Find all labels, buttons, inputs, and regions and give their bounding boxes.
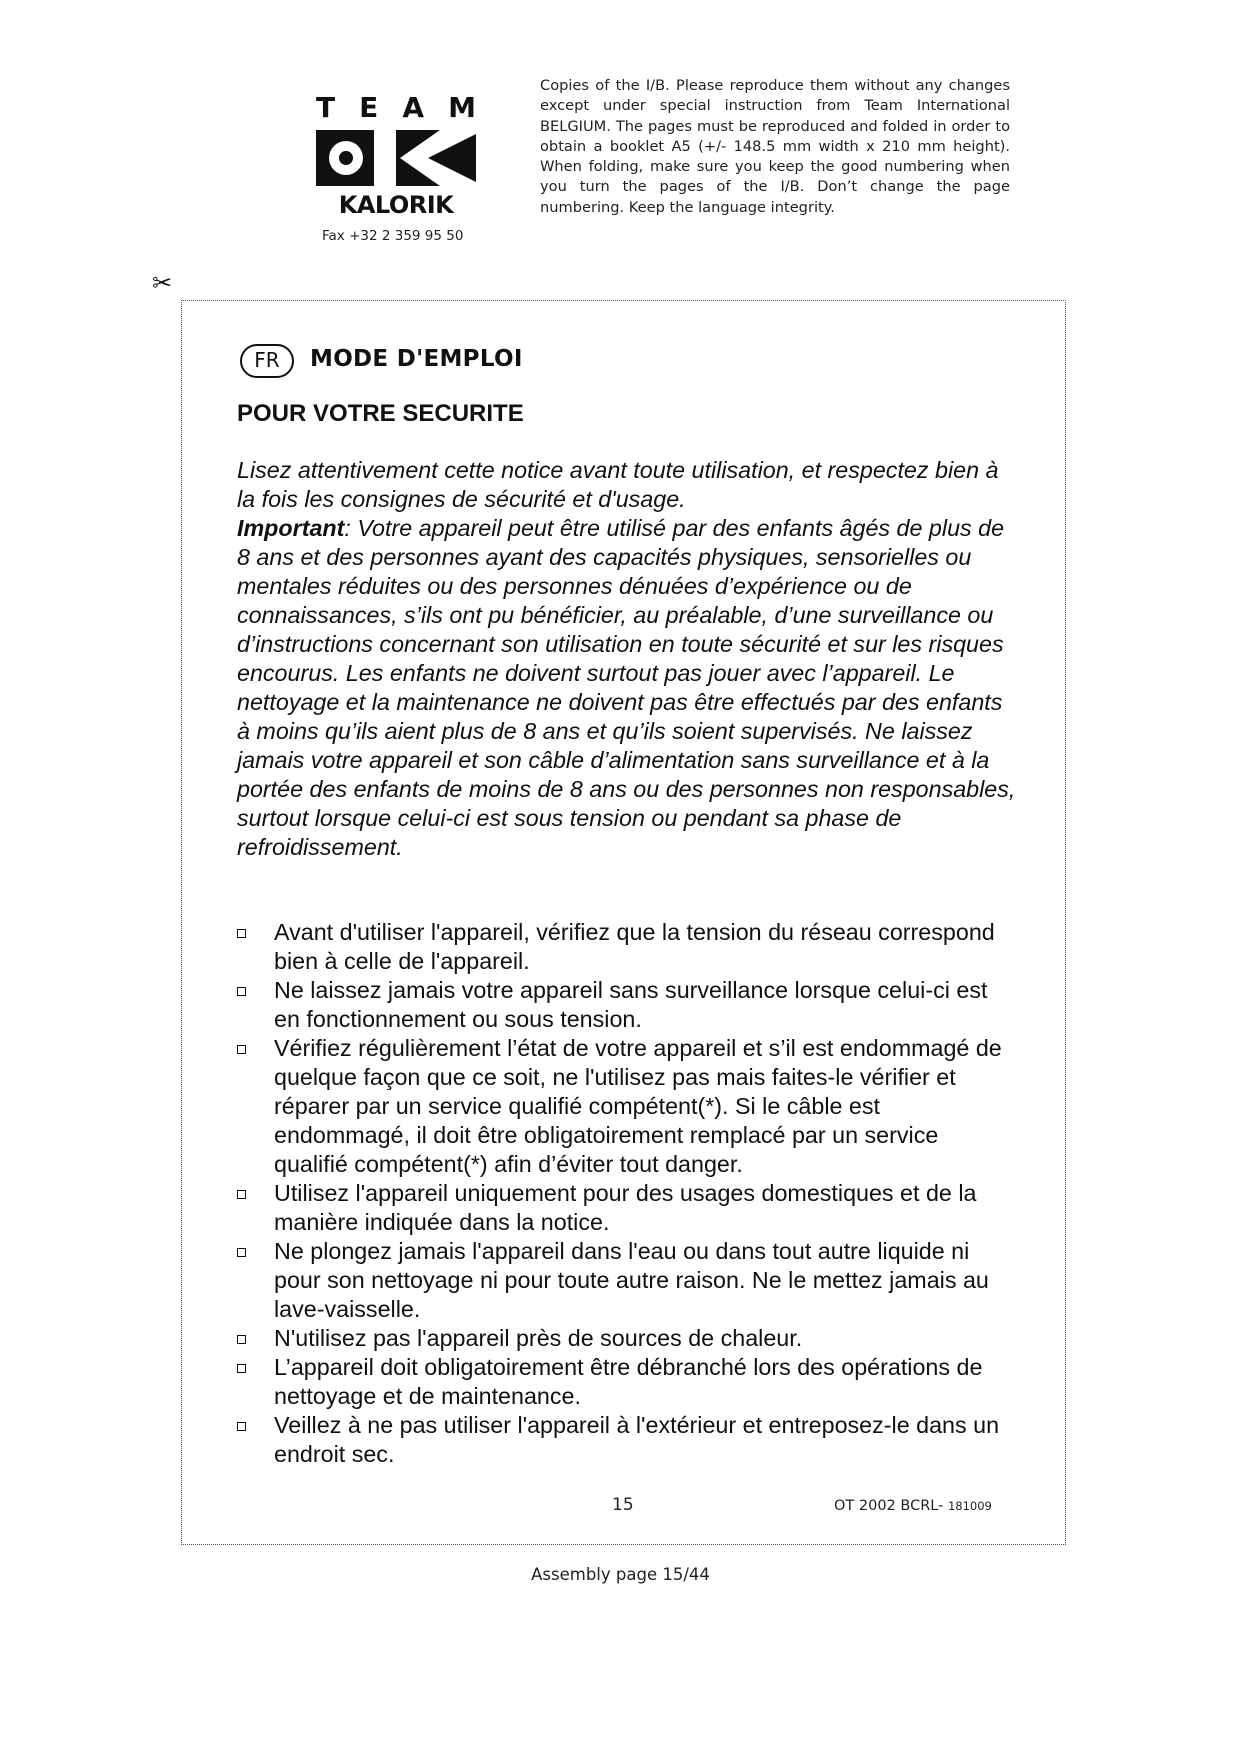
logo-brand-text: KALORIK	[338, 191, 454, 219]
checkbox-bullet-icon	[237, 1422, 246, 1431]
list-item: L’appareil doit obligatoirement être débranché lors des opérations de nettoyage et de maintenance.	[237, 1353, 1017, 1411]
list-item: N'utilisez pas l'appareil près de sources de chaleur.	[237, 1324, 1017, 1353]
list-item: Vérifiez régulièrement l’état de votre appareil et s’il est endommagé de quelque façon que ce soit, ne l'utilisez pas mais faites-le vérifier et réparer par un service qualifié compétent(*). Si le câble est endommagé, il doit être obligatoirement remplacé par un service qualifié compétent(*) afin d’éviter tout danger.	[237, 1034, 1017, 1179]
safety-intro	[237, 456, 1017, 862]
list-item: Veillez à ne pas utiliser l'appareil à l'extérieur et entreposez-le dans un endroit sec.	[237, 1411, 1017, 1469]
checkbox-bullet-icon	[237, 1248, 246, 1257]
intro-paragraph: Lisez attentivement cette notice avant toute utilisation, et respectez bien à la fois les consignes de sécurité et d'usage.	[237, 457, 999, 512]
checkbox-bullet-icon	[237, 929, 246, 938]
checkbox-bullet-icon	[237, 987, 246, 996]
list-item: Utilisez l'appareil uniquement pour des usages domestiques et de la manière indiquée dans la notice.	[237, 1179, 1017, 1237]
document-reference: OT 2002 BCRL- 181009	[834, 1498, 992, 1514]
document-date: 181009	[947, 1499, 992, 1513]
important-label: Important	[237, 515, 345, 541]
logo-team-text: T E A M	[316, 91, 476, 124]
fax-number: Fax +32 2 359 95 50	[322, 228, 464, 244]
kalorik-emblem-icon	[316, 130, 476, 186]
assembly-page: Assembly page 15/44	[531, 1565, 710, 1584]
checkbox-bullet-icon	[237, 1364, 246, 1373]
checkbox-bullet-icon	[237, 1045, 246, 1054]
list-item: Avant d'utiliser l'appareil, vérifiez que la tension du réseau correspond bien à celle de l'appareil.	[237, 918, 1017, 976]
team-kalorik-logo	[316, 91, 476, 219]
page-number: 15	[612, 1495, 634, 1515]
language-badge: FR	[240, 344, 294, 378]
important-text: : Votre appareil peut être utilisé par des enfants âgés de plus de 8 ans et des personnes ayant des capacités physiques, sensorielles ou mentales réduites ou des personnes dénuées d’expérience ou de connaissances, s’ils ont pu bénéficier, au préalable, d’une surveillance ou d’instructions concernant son utilisation en toute sécurité et sur les risques encourus. Les enfants ne doivent surtout pas jouer avec l’appareil. Le nettoyage et la maintenance ne doivent pas être effectués par des enfants à moins qu’ils aient plus de 8 ans et qu’ils soient supervisés. Ne laissez jamais votre appareil et son câble d’alimentation sans surveillance et à la portée des enfants de moins de 8 ans ou des personnes non responsables, surtout lorsque celui-ci est sous tension ou pendant sa phase de refroidissement.	[237, 515, 1016, 860]
checkbox-bullet-icon	[237, 1190, 246, 1199]
reproduction-note: Copies of the I/B. Please reproduce them without any changes except under special instruction from Team International BELGIUM. The pages must be reproduced and folded in order to obtain a booklet A5 (+/- 148.5 mm width x 210 mm height). When folding, make sure you keep the good numbering when you turn the pages of the I/B. Don’t change the page numbering. Keep the language integrity.	[540, 77, 1010, 216]
checkbox-bullet-icon	[237, 1335, 246, 1344]
list-item: Ne plongez jamais l'appareil dans l'eau ou dans tout autre liquide ni pour son nettoyage ni pour toute autre raison. Ne le mettez jamais au lave-vaisselle.	[237, 1237, 1017, 1324]
list-item: Ne laissez jamais votre appareil sans surveillance lorsque celui-ci est en fonctionnement ou sous tension.	[237, 976, 1017, 1034]
scissors-icon: ✂	[152, 270, 173, 297]
page-title: MODE D'EMPLOI	[310, 346, 523, 372]
safety-list	[237, 918, 1017, 1469]
important-paragraph	[237, 514, 1017, 862]
section-title: POUR VOTRE SECURITE	[237, 400, 524, 427]
